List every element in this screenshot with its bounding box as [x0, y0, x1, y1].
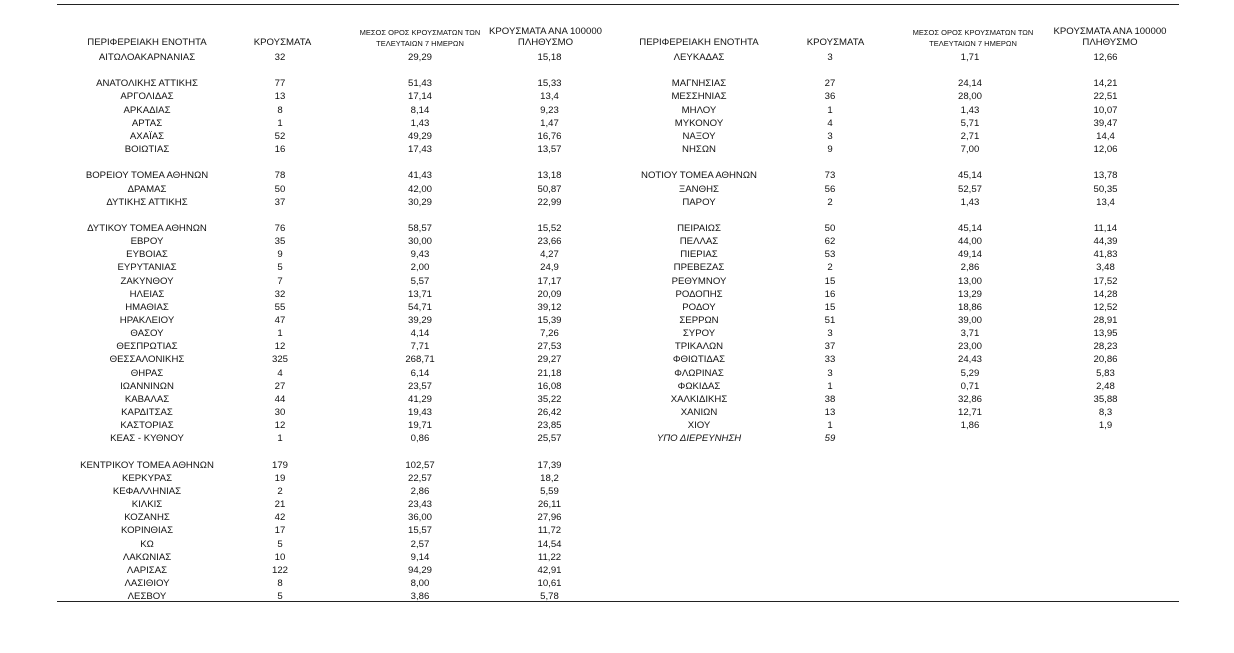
table-cell-avg7: 2,86 — [960, 262, 980, 274]
table-cell-region: ΘΑΣΟΥ — [130, 328, 164, 340]
table-cell-cases: 32 — [274, 288, 286, 300]
table-cell-cases: 3 — [827, 52, 833, 63]
table-cell-region: ΣΕΡΡΩΝ — [679, 315, 719, 326]
table-cell-cases: 35 — [274, 236, 286, 248]
table-cell-region: ΣΥΡΟΥ — [682, 328, 716, 340]
table-cell-cases: 50 — [274, 183, 286, 195]
table-cell-per100k: 23,85 — [537, 420, 562, 432]
table-cell-cases: 3 — [827, 328, 833, 340]
table-cell-per100k: 14,4 — [1096, 130, 1115, 142]
table-cell-region: ΚΕΦΑΛΛΗΝΙΑΣ — [112, 485, 182, 497]
table-cell-cases: 8 — [277, 104, 283, 116]
table-cell-per100k: 8,3 — [1098, 407, 1113, 419]
table-cell-per100k: 13,18 — [537, 170, 562, 182]
table-cell-cases: 13 — [824, 407, 836, 419]
table-cell-per100k: 4,27 — [540, 249, 559, 261]
header-left-per100k-line1: ΚΡΟΥΣΜΑΤΑ ΑΝΑ 100000 — [489, 26, 602, 37]
table-cell-per100k: 12,52 — [1093, 301, 1118, 313]
header-left-avg7-line2: ΤΕΛΕΥΤΑΙΩΝ 7 ΗΜΕΡΩΝ — [376, 39, 464, 48]
table-cell-per100k: 20,09 — [537, 288, 562, 300]
table-cell-per100k: 5,78 — [540, 591, 559, 603]
header-right-per100k-line1: ΚΡΟΥΣΜΑΤΑ ΑΝΑ 100000 — [1053, 26, 1167, 37]
table-cell-cases: 62 — [824, 236, 836, 248]
table-cell-per100k: 35,88 — [1093, 393, 1118, 405]
table-cell-per100k: 11,14 — [1093, 222, 1118, 234]
table-cell-region: ΜΗΛΟΥ — [681, 104, 717, 116]
table-cell-region: ΤΡΙΚΑΛΩΝ — [674, 341, 724, 353]
table-cell-region: ΘΕΣΣΑΛΟΝΙΚΗΣ — [109, 354, 185, 366]
table-cell-cases: 78 — [274, 170, 286, 182]
table-cell-avg7: 268,71 — [405, 354, 435, 366]
table-cell-avg7: 6,14 — [410, 367, 430, 379]
table-cell-cases: 5 — [277, 538, 283, 550]
table-cell-per100k: 39,12 — [537, 301, 562, 313]
table-cell-avg7: 23,00 — [957, 341, 982, 353]
table-cell-region: ΕΥΡΥΤΑΝΙΑΣ — [117, 262, 177, 274]
table-cell-avg7: 5,57 — [410, 275, 430, 287]
table-cell-region: ΑΧΑΪΑΣ — [129, 130, 165, 142]
table-cell-avg7: 17,14 — [407, 91, 432, 103]
header-right-avg7 — [903, 27, 1043, 49]
table-cell-region: ΧΑΛΚΙΔΙΚΗΣ — [670, 393, 728, 405]
table-cell-per100k: 14,54 — [537, 538, 562, 550]
table-cell-region: ΒΟΡΕΙΟΥ ΤΟΜΕΑ ΑΘΗΝΩΝ — [85, 170, 209, 182]
table-cell-per100k: 23,66 — [537, 236, 562, 248]
table-cell-cases: 13 — [274, 91, 286, 103]
table-cell-cases: 2 — [277, 485, 283, 497]
table-cell-cases: 51 — [824, 315, 836, 326]
table-cell-avg7: 41,43 — [407, 170, 432, 182]
table-cell-avg7: 23,57 — [407, 380, 432, 392]
table-cell-per100k: 28,23 — [1093, 341, 1118, 353]
header-right-per100k-line2: ΠΛΗΘΥΣΜΟ — [1082, 36, 1138, 48]
table-cell-per100k: 13,57 — [537, 144, 562, 156]
table-cell-avg7: 12,71 — [957, 407, 982, 419]
table-cell-cases: 19 — [274, 472, 286, 484]
table-cell-per100k: 13,78 — [1093, 170, 1118, 182]
table-cell-per100k: 16,08 — [537, 380, 562, 392]
header-left-per100k — [488, 27, 603, 48]
table-cell-per100k: 5,83 — [1096, 367, 1115, 379]
table-cell-avg7: 9,43 — [410, 249, 430, 261]
table-cell-per100k: 13,95 — [1093, 328, 1118, 340]
table-cell-cases: 4 — [277, 367, 283, 379]
table-cell-avg7: 0,71 — [960, 380, 980, 392]
table-cell-cases: 325 — [271, 354, 288, 366]
table-cell-region: ΕΒΡΟΥ — [130, 236, 164, 248]
table-cell-per100k: 15,39 — [537, 315, 562, 326]
bottom-rule — [57, 601, 1179, 602]
table-cell-cases: 12 — [274, 420, 286, 432]
table-cell-per100k: 44,39 — [1093, 236, 1118, 248]
table-cell-per100k: 22,51 — [1093, 91, 1118, 103]
table-cell-region: ΔΥΤΙΚΗΣ ΑΤΤΙΚΗΣ — [106, 196, 188, 208]
table-cell-avg7: 7,71 — [410, 341, 430, 353]
table-cell-region: ΙΩΑΝΝΙΝΩΝ — [120, 380, 174, 392]
table-cell-region: ΗΛΕΙΑΣ — [129, 288, 165, 300]
table-cell-region: ΚΩ — [140, 538, 154, 550]
table-cell-region: ΕΥΒΟΙΑΣ — [126, 249, 168, 261]
table-cell-avg7: 58,57 — [407, 222, 432, 234]
table-cell-per100k: 42,91 — [537, 564, 562, 576]
table-cell-region: ΔΥΤΙΚΟΥ ΤΟΜΕΑ ΑΘΗΝΩΝ — [87, 222, 207, 234]
table-cell-cases: 17 — [274, 525, 286, 537]
table-cell-cases: 30 — [274, 407, 286, 419]
table-cell-region: ΠΙΕΡΙΑΣ — [680, 249, 718, 261]
table-cell-region: ΘΗΡΑΣ — [130, 367, 164, 379]
table-cell-cases: 52 — [274, 130, 286, 142]
table-cell-avg7: 45,14 — [957, 170, 982, 182]
table-cell-avg7: 49,29 — [407, 130, 432, 142]
table-cell-per100k: 26,42 — [537, 407, 562, 419]
table-cell-cases: 32 — [274, 52, 286, 63]
table-cell-per100k: 12,06 — [1093, 144, 1118, 156]
table-cell-avg7: 2,86 — [410, 485, 430, 497]
table-cell-region: ΜΑΓΝΗΣΙΑΣ — [671, 78, 727, 90]
table-cell-region: ΚΙΛΚΙΣ — [131, 499, 163, 511]
table-cell-cases: 55 — [274, 301, 286, 313]
table-cell-avg7: 2,00 — [410, 262, 430, 274]
table-cell-per100k: 20,86 — [1093, 354, 1118, 366]
table-cell-avg7: 18,86 — [957, 301, 982, 313]
table-cell-per100k: 16,76 — [537, 130, 562, 142]
table-cell-region: ΚΟΖΑΝΗΣ — [124, 512, 170, 524]
table-cell-avg7: 30,00 — [407, 236, 432, 248]
table-cell-avg7: 39,00 — [957, 315, 982, 326]
table-cell-per100k: 50,87 — [537, 183, 562, 195]
table-cell-region: ΝΑΞΟΥ — [682, 130, 716, 142]
table-cell-region: ΘΕΣΠΡΩΤΙΑΣ — [116, 341, 178, 353]
table-cell-per100k: 35,22 — [537, 393, 562, 405]
table-cell-avg7: 24,43 — [957, 354, 982, 366]
table-cell-avg7 — [930, 432, 1010, 445]
table-cell-avg7: 19,71 — [407, 420, 432, 432]
table-cell-cases: 5 — [277, 262, 283, 274]
table-cell-region: ΛΕΥΚΑΔΑΣ — [673, 52, 725, 63]
table-cell-cases: 38 — [824, 393, 836, 405]
table-cell-region: ΑΡΤΑΣ — [131, 117, 163, 129]
table-cell-cases: 50 — [824, 222, 836, 234]
table-cell-cases: 9 — [827, 144, 833, 156]
table-cell-avg7: 42,00 — [407, 183, 432, 195]
table-cell-region: ΚΕΝΤΡΙΚΟΥ ΤΟΜΕΑ ΑΘΗΝΩΝ — [80, 459, 214, 471]
table-cell-per100k: 10,61 — [537, 578, 562, 589]
table-cell-per100k: 15,33 — [537, 78, 562, 90]
table-cell-avg7: 2,57 — [410, 538, 430, 550]
table-cell-per100k: 18,2 — [540, 472, 559, 484]
table-cell-region: ΡΟΔΟΥ — [682, 301, 716, 313]
table-cell-avg7: 1,43 — [960, 104, 980, 116]
table-cell-cases: 44 — [274, 393, 286, 405]
table-cell-cases: 37 — [274, 196, 286, 208]
table-cell-per100k: 27,96 — [537, 512, 562, 524]
table-cell-region: ΝΟΤΙΟΥ ΤΟΜΕΑ ΑΘΗΝΩΝ — [641, 170, 757, 182]
table-cell-avg7: 52,57 — [957, 183, 982, 195]
table-cell-avg7: 39,29 — [407, 315, 432, 326]
table-cell-cases: 15 — [824, 301, 836, 313]
header-left-cases: ΚΡΟΥΣΜΑΤΑ — [253, 37, 312, 48]
table-cell-cases: 21 — [274, 499, 286, 511]
table-cell-cases: 27 — [824, 78, 836, 90]
table-cell-per100k — [1058, 432, 1153, 445]
table-cell-avg7: 45,14 — [957, 222, 982, 234]
table-cell-per100k: 12,66 — [1093, 52, 1118, 63]
table-cell-per100k: 13,4 — [1096, 196, 1115, 208]
table-cell-per100k: 22,99 — [537, 196, 562, 208]
table-cell-avg7: 32,86 — [957, 393, 982, 405]
table-cell-region: ΡΕΘΥΜΝΟΥ — [671, 275, 727, 287]
table-cell-avg7: 2,71 — [960, 130, 980, 142]
table-cell-region: ΗΜΑΘΙΑΣ — [125, 301, 169, 313]
table-cell-avg7: 13,29 — [957, 288, 982, 300]
table-cell-region: ΛΑΡΙΣΑΣ — [126, 564, 168, 576]
table-cell-per100k: 10,07 — [1093, 104, 1118, 116]
table-cell-avg7: 30,29 — [407, 196, 432, 208]
table-cell-cases: 122 — [271, 564, 288, 576]
table-cell-avg7: 7,00 — [960, 144, 980, 156]
table-cell-per100k: 24,9 — [540, 262, 559, 274]
table-cell-cases: 53 — [824, 249, 836, 261]
table-cell-region: ΑΝΑΤΟΛΙΚΗΣ ΑΤΤΙΚΗΣ — [96, 78, 198, 90]
table-cell-cases: 4 — [827, 117, 833, 129]
table-cell-cases: 2 — [827, 196, 833, 208]
table-cell-avg7: 44,00 — [957, 236, 982, 248]
table-cell-avg7: 1,43 — [960, 196, 980, 208]
table-cell-cases: 3 — [827, 130, 833, 142]
table-cell-region: ΥΠΟ ΔΙΕΡΕΥΝΗΣΗ — [656, 433, 742, 445]
table-cell-cases: 73 — [824, 170, 836, 182]
table-cell-region: ΑΙΤΩΛΟΑΚΑΡΝΑΝΙΑΣ — [98, 52, 196, 63]
table-cell-cases: 33 — [824, 354, 836, 366]
table-cell-per100k: 25,57 — [537, 433, 562, 445]
table-cell-avg7: 13,00 — [957, 275, 982, 287]
table-cell-avg7: 23,43 — [407, 499, 432, 511]
table-cell-per100k: 17,39 — [537, 459, 562, 471]
table-cell-avg7: 19,43 — [407, 407, 432, 419]
table-cell-region: ΚΑΒΑΛΑΣ — [124, 393, 170, 405]
table-cell-per100k: 41,83 — [1093, 249, 1118, 261]
table-cell-per100k: 17,17 — [537, 275, 562, 287]
table-cell-region: ΧΙΟΥ — [687, 420, 711, 432]
table-cell-cases: 47 — [274, 315, 286, 326]
table-cell-per100k: 50,35 — [1093, 183, 1118, 195]
table-cell-region: ΛΑΣΙΘΙΟΥ — [124, 578, 170, 589]
table-cell-avg7: 15,57 — [407, 525, 432, 537]
table-cell-per100k: 14,21 — [1093, 78, 1118, 90]
table-cell-region: ΜΥΚΟΝΟΥ — [674, 117, 724, 129]
table-cell-region: ΠΑΡΟΥ — [682, 196, 716, 208]
table-cell-cases: 76 — [274, 222, 286, 234]
table-cell-per100k: 2,48 — [1096, 380, 1115, 392]
table-cell-per100k: 27,53 — [537, 341, 562, 353]
table-cell-cases: 3 — [827, 367, 833, 379]
table-cell-region: ΛΑΚΩΝΙΑΣ — [122, 551, 172, 563]
table-cell-avg7: 4,14 — [410, 328, 430, 340]
table-cell-avg7: 102,57 — [405, 459, 435, 471]
table-cell-cases: 1 — [277, 328, 283, 340]
table-cell-region: ΗΡΑΚΛΕΙΟΥ — [119, 315, 175, 326]
table-cell-per100k: 39,47 — [1093, 117, 1118, 129]
table-cell-region: ΞΑΝΘΗΣ — [679, 183, 719, 195]
table-cell-avg7: 54,71 — [407, 301, 432, 313]
table-cell-region: ΠΡΕΒΕΖΑΣ — [673, 262, 725, 274]
table-cell-per100k: 11,72 — [537, 525, 562, 537]
table-cell-region: ΧΑΝΙΩΝ — [680, 407, 718, 419]
table-cell-cases: 12 — [274, 341, 286, 353]
table-cell-cases: 1 — [277, 433, 283, 445]
table-cell-per100k: 21,18 — [537, 367, 562, 379]
table-cell-region: ΚΑΡΔΙΤΣΑΣ — [121, 407, 173, 419]
table-cell-region: ΖΑΚΥΝΘΟΥ — [120, 275, 174, 287]
table-cell-per100k: 1,9 — [1098, 420, 1113, 432]
table-cell-per100k: 3,48 — [1096, 262, 1115, 274]
table-cell-region: ΛΕΣΒΟΥ — [127, 591, 167, 603]
table-cell-cases: 56 — [824, 183, 836, 195]
table-cell-avg7: 36,00 — [407, 512, 432, 524]
table-cell-region: ΚΕΡΚΥΡΑΣ — [121, 472, 172, 484]
table-cell-per100k: 5,59 — [540, 485, 559, 497]
table-cell-avg7: 9,14 — [410, 551, 430, 563]
table-cell-region: ΔΡΑΜΑΣ — [127, 183, 167, 195]
table-cell-cases: 1 — [827, 104, 833, 116]
table-cell-avg7: 1,43 — [410, 117, 430, 129]
table-cell-avg7: 0,86 — [410, 433, 430, 445]
table-cell-cases: 1 — [827, 420, 833, 432]
table-cell-region: ΚΕΑΣ - ΚΥΘΝΟΥ — [110, 433, 184, 445]
table-cell-cases: 5 — [277, 591, 283, 603]
table-cell-cases: 27 — [274, 380, 286, 392]
header-left-avg7-line1: ΜΕΣΟΣ ΟΡΟΣ ΚΡΟΥΣΜΑΤΩΝ ΤΩΝ — [359, 28, 481, 37]
table-cell-per100k: 9,23 — [540, 104, 559, 116]
top-rule — [57, 4, 1179, 5]
table-cell-region: ΜΕΣΣΗΝΙΑΣ — [671, 91, 727, 103]
table-cell-region: ΚΑΣΤΟΡΙΑΣ — [120, 420, 174, 432]
table-cell-region: ΦΩΚΙΔΑΣ — [677, 380, 721, 392]
header-right-region: ΠΕΡΙΦΕΡΕΙΑΚΗ ΕΝΟΤΗΤΑ — [639, 37, 759, 48]
table-cell-avg7: 5,29 — [960, 367, 980, 379]
table-cell-per100k: 1,47 — [540, 117, 559, 129]
table-cell-region: ΦΛΩΡΙΝΑΣ — [674, 367, 724, 379]
table-cell-avg7: 5,71 — [960, 117, 980, 129]
table-cell-avg7: 3,86 — [410, 591, 430, 603]
table-cell-cases: 1 — [277, 117, 283, 129]
table-cell-per100k: 15,18 — [537, 52, 562, 63]
table-cell-avg7: 41,29 — [407, 393, 432, 405]
table-cell-cases: 77 — [274, 78, 286, 90]
header-right-avg7-line1: ΜΕΣΟΣ ΟΡΟΣ ΚΡΟΥΣΜΑΤΩΝ ΤΩΝ — [912, 28, 1034, 37]
table-cell-cases: 2 — [827, 262, 833, 274]
table-cell-region: ΚΟΡΙΝΘΙΑΣ — [120, 525, 174, 537]
header-right-avg7-line2: ΤΕΛΕΥΤΑΙΩΝ 7 ΗΜΕΡΩΝ — [929, 39, 1017, 48]
table-cell-avg7: 22,57 — [407, 472, 432, 484]
table-cell-region: ΡΟΔΟΠΗΣ — [675, 288, 723, 300]
table-cell-cases: 59 — [824, 433, 836, 445]
table-cell-per100k: 17,52 — [1093, 275, 1118, 287]
table-cell-region: ΑΡΓΟΛΙΔΑΣ — [120, 91, 174, 103]
table-cell-per100k: 14,28 — [1093, 288, 1118, 300]
table-cell-avg7: 49,14 — [957, 249, 982, 261]
table-cell-avg7: 94,29 — [407, 564, 432, 576]
table-cell-region: ΝΗΣΩΝ — [682, 144, 716, 156]
table-cell-per100k: 7,26 — [540, 328, 559, 340]
table-cell-region: ΠΕΛΛΑΣ — [679, 236, 719, 248]
header-right-per100k — [1052, 27, 1168, 48]
table-cell-cases: 16 — [274, 144, 286, 156]
table-cell-avg7: 1,71 — [960, 52, 980, 63]
table-cell-region: ΒΟΙΩΤΙΑΣ — [124, 144, 170, 156]
table-cell-avg7: 13,71 — [407, 288, 432, 300]
table-cell-cases: 10 — [274, 551, 286, 563]
table-cell-avg7: 28,00 — [957, 91, 982, 103]
table-cell-cases: 15 — [824, 275, 836, 287]
table-cell-region: ΠΕΙΡΑΙΩΣ — [677, 222, 721, 234]
table-cell-avg7: 3,71 — [960, 328, 980, 340]
table-cell-per100k: 29,27 — [537, 354, 562, 366]
table-cell-region: ΦΘΙΩΤΙΔΑΣ — [672, 354, 726, 366]
table-cell-avg7: 24,14 — [957, 78, 982, 90]
table-cell-avg7: 1,86 — [960, 420, 980, 432]
table-cell-per100k: 26,11 — [537, 499, 562, 511]
table-cell-cases: 8 — [277, 578, 283, 589]
table-cell-avg7: 8,14 — [410, 104, 430, 116]
table-cell-avg7: 29,29 — [407, 52, 432, 63]
table-cell-region: ΑΡΚΑΔΙΑΣ — [123, 104, 171, 116]
table-cell-per100k: 13,4 — [540, 91, 559, 103]
table-cell-cases: 179 — [271, 459, 288, 471]
header-right-cases: ΚΡΟΥΣΜΑΤΑ — [806, 37, 865, 48]
table-cell-cases: 37 — [824, 341, 836, 353]
table-cell-avg7: 51,43 — [407, 78, 432, 90]
table-cell-avg7: 8,00 — [410, 578, 430, 589]
table-cell-cases: 9 — [277, 249, 283, 261]
table-cell-cases: 7 — [277, 275, 283, 287]
table-cell-per100k: 15,52 — [537, 222, 562, 234]
table-cell-per100k: 28,91 — [1093, 315, 1118, 326]
table-cell-cases: 16 — [824, 288, 836, 300]
table-cell-cases: 1 — [827, 380, 833, 392]
table-cell-cases: 36 — [824, 91, 836, 103]
header-left-per100k-line2: ΠΛΗΘΥΣΜΟ — [517, 36, 574, 48]
table-cell-cases: 42 — [274, 512, 286, 524]
table-cell-avg7: 17,43 — [407, 144, 432, 156]
table-cell-per100k: 11,22 — [537, 551, 562, 563]
header-left-region: ΠΕΡΙΦΕΡΕΙΑΚΗ ΕΝΟΤΗΤΑ — [87, 37, 207, 48]
header-left-avg7 — [350, 27, 490, 49]
